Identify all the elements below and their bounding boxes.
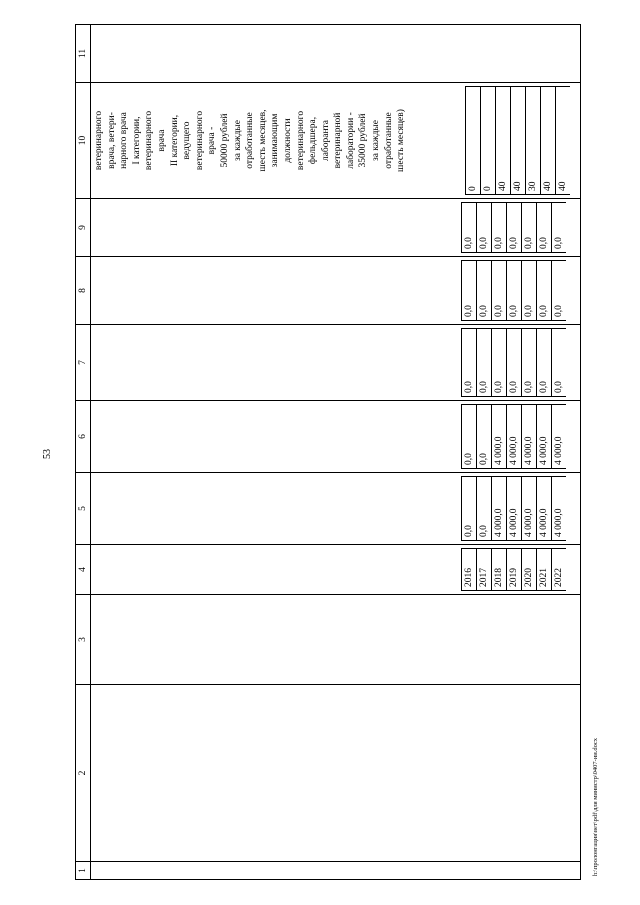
- description-line: за каждые: [232, 119, 243, 162]
- year-cell: 2019: [507, 549, 522, 591]
- value-cell: 0,0: [552, 329, 567, 397]
- col-header-6: 6: [76, 401, 91, 473]
- rotated-table-container: [75, 25, 581, 880]
- description-line: врача: [156, 129, 167, 152]
- col-header-10: 10: [76, 83, 91, 199]
- value-cell: 0,0: [462, 261, 477, 321]
- value-cell: 0,0: [522, 261, 537, 321]
- cell-col-4: [91, 545, 581, 595]
- description-line: лаборатории -: [345, 112, 356, 169]
- value-cell: 4 000,0: [507, 477, 522, 541]
- description-line: шесть месяцев): [396, 109, 407, 172]
- value-cell: 0,0: [477, 203, 492, 253]
- table-row: [91, 25, 581, 880]
- year-cell: 2016: [462, 549, 477, 591]
- page-number: 53: [42, 449, 53, 459]
- value-cell: 0,0: [492, 329, 507, 397]
- col9-values: [461, 202, 566, 253]
- years-list: [461, 548, 566, 591]
- value-cell: 0,0: [477, 261, 492, 321]
- col8-values: [461, 260, 566, 321]
- col-header-8: 8: [76, 257, 91, 325]
- description-line: I категории,: [131, 116, 142, 165]
- value-cell: 0,0: [507, 203, 522, 253]
- value-cell: 40: [541, 87, 556, 195]
- description-line: занимающим: [270, 113, 281, 168]
- data-table: [75, 24, 581, 880]
- value-cell: 0,0: [462, 405, 477, 469]
- value-cell: 0,0: [507, 329, 522, 397]
- value-cell: 0,0: [507, 261, 522, 321]
- value-cell: 0,0: [537, 261, 552, 321]
- description-line: ветеринарного: [295, 110, 306, 171]
- value-cell: 0,0: [537, 203, 552, 253]
- value-cell: 40: [496, 87, 511, 195]
- value-cell: 4 000,0: [492, 405, 507, 469]
- cell-col-3: [91, 595, 581, 685]
- year-cell: 2018: [492, 549, 507, 591]
- value-cell: 0,0: [522, 329, 537, 397]
- value-cell: 0,0: [492, 261, 507, 321]
- cell-col-10: [91, 83, 581, 199]
- cell-col-5: [91, 473, 581, 545]
- col-header-3: 3: [76, 595, 91, 685]
- cell-col-8: [91, 257, 581, 325]
- value-cell: 4 000,0: [537, 405, 552, 469]
- description-line: ветеринарной: [333, 112, 344, 169]
- col-header-1: 1: [76, 862, 91, 880]
- col-header-4: 4: [76, 545, 91, 595]
- description-line: фельдшера,: [308, 116, 319, 165]
- cell-col-6: [91, 401, 581, 473]
- value-cell: 4 000,0: [492, 477, 507, 541]
- col-header-5: 5: [76, 473, 91, 545]
- value-cell: 0,0: [477, 405, 492, 469]
- year-cell: 2020: [522, 549, 537, 591]
- value-cell: 4 000,0: [537, 477, 552, 541]
- description-line: врача, ветери-: [106, 112, 117, 169]
- description-line: должности: [282, 118, 293, 163]
- value-cell: 4 000,0: [522, 405, 537, 469]
- value-cell: 0: [466, 87, 481, 195]
- value-cell: 4 000,0: [552, 405, 567, 469]
- value-cell: 0,0: [477, 329, 492, 397]
- col7-values: [461, 328, 566, 397]
- value-cell: 0,0: [477, 477, 492, 541]
- value-cell: 0,0: [522, 203, 537, 253]
- value-cell: 0: [481, 87, 496, 195]
- value-cell: 0,0: [462, 329, 477, 397]
- description-line: лаборанта: [320, 119, 331, 162]
- description-line: за каждые: [371, 119, 382, 162]
- description-text: [91, 86, 451, 195]
- description-line: ветеринарного: [144, 110, 155, 171]
- description-line: ведущего: [182, 121, 193, 160]
- col-header-9: 9: [76, 199, 91, 257]
- description-line: II категории,: [169, 114, 180, 167]
- description-line: нарного врача: [119, 112, 130, 169]
- description-line: врача -: [207, 126, 218, 155]
- col6-values: [461, 404, 566, 469]
- value-cell: 40: [511, 87, 526, 195]
- footer-file-path: h:\пролонгация\вет\pdf\для министр\0407-ии.docx: [592, 737, 599, 876]
- col-header-7: 7: [76, 325, 91, 401]
- col-header-11: 11: [76, 25, 91, 83]
- value-cell: 0,0: [552, 203, 567, 253]
- value-cell: 0,0: [552, 261, 567, 321]
- value-cell: 4 000,0: [552, 477, 567, 541]
- header-row: [76, 25, 91, 880]
- description-line: отработанные: [383, 112, 394, 169]
- cell-col-9: [91, 199, 581, 257]
- value-cell: 30: [526, 87, 541, 195]
- year-cell: 2022: [552, 549, 567, 591]
- value-cell: 0,0: [492, 203, 507, 253]
- description-line: отработанные: [245, 112, 256, 169]
- description-line: ветеринарного: [194, 110, 205, 171]
- description-line: 35000 рублей: [358, 113, 369, 168]
- year-cell: 2021: [537, 549, 552, 591]
- cell-col-2: [91, 685, 581, 862]
- col-header-2: 2: [76, 685, 91, 862]
- cell-col-7: [91, 325, 581, 401]
- col10-values: [465, 86, 570, 195]
- description-line: 50000 рублей: [219, 113, 230, 168]
- cell-col-1: [91, 862, 581, 880]
- value-cell: 4 000,0: [507, 405, 522, 469]
- value-cell: 0,0: [537, 329, 552, 397]
- description-line: ветеринарного: [94, 110, 104, 171]
- value-cell: 0,0: [462, 203, 477, 253]
- value-cell: 4 000,0: [522, 477, 537, 541]
- description-line: шесть месяцев,: [257, 109, 268, 172]
- cell-col-11: [91, 25, 581, 83]
- value-cell: 0,0: [462, 477, 477, 541]
- value-cell: 40: [556, 87, 571, 195]
- year-cell: 2017: [477, 549, 492, 591]
- col5-values: [461, 476, 566, 541]
